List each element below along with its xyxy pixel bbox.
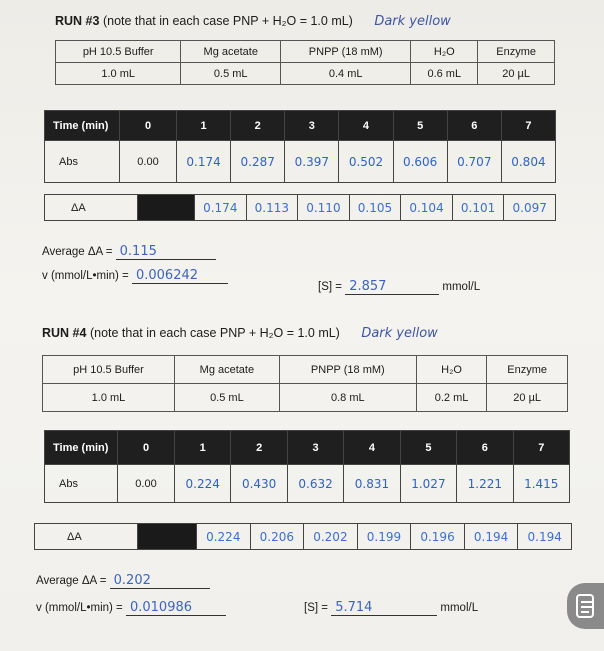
run3-title-bold: RUN #3 xyxy=(55,14,100,28)
abs-cell: 0.430 xyxy=(231,465,287,503)
reagent-header: H₂O xyxy=(416,356,487,384)
abs-cell: 0.632 xyxy=(287,465,343,503)
run4-reagent-value-row xyxy=(43,384,568,412)
time-cell: 7 xyxy=(501,111,555,141)
time-cell: 1 xyxy=(175,431,231,465)
delta-a-cell: 0.199 xyxy=(357,524,411,550)
run4-abs-row xyxy=(45,465,570,503)
run3-substrate-line xyxy=(318,279,480,295)
run3-reagent-value-row xyxy=(56,63,555,85)
velocity-label: v (mmol/L•min) = xyxy=(42,270,129,282)
run4-color-note: Dark yellow xyxy=(361,326,438,341)
run4-velocity-line xyxy=(36,600,226,616)
time-cell: 7 xyxy=(513,431,569,465)
notes-list-icon xyxy=(575,593,597,619)
abs-cell: 1.415 xyxy=(513,465,569,503)
delta-a-cell: 0.101 xyxy=(452,195,504,221)
delta-a-cell: 0.105 xyxy=(349,195,401,221)
velocity-label: v (mmol/L•min) = xyxy=(36,602,123,614)
reagent-value: 20 µL xyxy=(487,384,568,412)
average-value: 0.202 xyxy=(110,573,210,589)
time-cell: 5 xyxy=(393,111,447,141)
time-cell: 6 xyxy=(457,431,513,465)
time-cell: 2 xyxy=(231,431,287,465)
reagent-value: 0.8 mL xyxy=(279,384,416,412)
time-cell: 6 xyxy=(447,111,501,141)
time-cell: 5 xyxy=(400,431,456,465)
run4-title-bold: RUN #4 xyxy=(42,326,87,340)
average-label: Average ΔA = xyxy=(42,246,113,258)
delta-a-cell: 0.194 xyxy=(464,524,518,550)
abs-cell: 0.804 xyxy=(501,141,555,183)
time-cell: 2 xyxy=(231,111,285,141)
run4-delta-a-table xyxy=(34,523,572,550)
delta-a-label: ΔA xyxy=(35,524,138,550)
delta-a-cell: 0.110 xyxy=(298,195,350,221)
time-cell: 0 xyxy=(120,111,177,141)
abs-cell: 0.502 xyxy=(339,141,393,183)
delta-a-blank-cell xyxy=(138,524,197,550)
reagent-value: 1.0 mL xyxy=(43,384,175,412)
run3-velocity-line xyxy=(42,268,228,284)
run4-reagent-header-row xyxy=(43,356,568,384)
reagent-value: 0.2 mL xyxy=(416,384,487,412)
reagent-header: PNPP (18 mM) xyxy=(279,356,416,384)
run3-delta-a-row xyxy=(45,195,556,221)
substrate-label: [S] = xyxy=(318,281,342,293)
run3-time-row xyxy=(45,111,556,141)
delta-a-cell: 0.174 xyxy=(195,195,247,221)
delta-a-cell: 0.104 xyxy=(401,195,453,221)
time-label: Time (min) xyxy=(45,431,118,465)
abs-cell: 0.831 xyxy=(344,465,400,503)
time-cell: 1 xyxy=(177,111,231,141)
run4-time-row xyxy=(45,431,570,465)
notes-side-button[interactable] xyxy=(567,583,604,629)
abs-cell: 0.224 xyxy=(175,465,231,503)
run3-average-line xyxy=(42,244,216,260)
run4-absorbance-table xyxy=(44,430,570,503)
abs-label: Abs xyxy=(45,141,120,183)
abs-cell: 0.287 xyxy=(231,141,285,183)
reagent-header: Mg acetate xyxy=(181,41,281,63)
delta-a-cell: 0.202 xyxy=(304,524,358,550)
run4-title-note: (note that in each case PNP + H₂O = 1.0 mL) xyxy=(89,326,340,340)
run4-reagent-table xyxy=(42,355,568,412)
velocity-value: 0.010986 xyxy=(126,600,226,616)
average-label: Average ΔA = xyxy=(36,575,107,587)
run3-title-note: (note that in each case PNP + H₂O = 1.0 mL) xyxy=(102,14,353,28)
reagent-header: Enzyme xyxy=(478,41,555,63)
substrate-value: 5.714 xyxy=(331,600,437,616)
run3-title xyxy=(55,14,451,29)
run3-reagent-table xyxy=(55,40,555,85)
run3-absorbance-table xyxy=(44,110,556,183)
run4-section xyxy=(0,310,604,640)
abs-cell: 0.00 xyxy=(120,141,177,183)
substrate-unit: mmol/L xyxy=(440,602,479,614)
delta-a-cell: 0.194 xyxy=(518,524,572,550)
delta-a-cell: 0.206 xyxy=(250,524,304,550)
abs-cell: 0.707 xyxy=(447,141,501,183)
delta-a-label: ΔA xyxy=(45,195,138,221)
delta-a-cell: 0.196 xyxy=(411,524,465,550)
run3-abs-row xyxy=(45,141,556,183)
time-cell: 0 xyxy=(118,431,175,465)
time-cell: 4 xyxy=(339,111,393,141)
reagent-value: 20 µL xyxy=(478,63,555,85)
abs-label: Abs xyxy=(45,465,118,503)
reagent-header: Mg acetate xyxy=(174,356,279,384)
abs-cell: 0.174 xyxy=(177,141,231,183)
abs-cell: 1.027 xyxy=(400,465,456,503)
abs-cell: 0.606 xyxy=(393,141,447,183)
time-cell: 3 xyxy=(285,111,339,141)
reagent-value: 0.6 mL xyxy=(411,63,478,85)
run4-title xyxy=(42,326,438,341)
reagent-header: Enzyme xyxy=(487,356,568,384)
run4-substrate-line xyxy=(304,600,478,616)
reagent-header: pH 10.5 Buffer xyxy=(56,41,181,63)
delta-a-cell: 0.097 xyxy=(504,195,556,221)
time-cell: 3 xyxy=(287,431,343,465)
run4-average-line xyxy=(36,573,210,589)
delta-a-blank-cell xyxy=(138,195,195,221)
abs-cell: 1.221 xyxy=(457,465,513,503)
time-label: Time (min) xyxy=(45,111,120,141)
reagent-value: 0.5 mL xyxy=(174,384,279,412)
reagent-header: pH 10.5 Buffer xyxy=(43,356,175,384)
run3-color-note: Dark yellow xyxy=(374,14,451,29)
run3-section xyxy=(0,0,604,300)
velocity-value: 0.006242 xyxy=(132,268,228,284)
average-value: 0.115 xyxy=(116,244,216,260)
abs-cell: 0.00 xyxy=(118,465,175,503)
substrate-unit: mmol/L xyxy=(442,281,481,293)
time-cell: 4 xyxy=(344,431,400,465)
delta-a-cell: 0.224 xyxy=(197,524,251,550)
reagent-value: 0.4 mL xyxy=(281,63,411,85)
run3-delta-a-table xyxy=(44,194,556,221)
delta-a-cell: 0.113 xyxy=(246,195,298,221)
abs-cell: 0.397 xyxy=(285,141,339,183)
reagent-value: 0.5 mL xyxy=(181,63,281,85)
run4-delta-a-row xyxy=(35,524,572,550)
substrate-label: [S] = xyxy=(304,602,328,614)
reagent-header: H₂O xyxy=(411,41,478,63)
reagent-value: 1.0 mL xyxy=(56,63,181,85)
substrate-value: 2.857 xyxy=(345,279,439,295)
reagent-header: PNPP (18 mM) xyxy=(281,41,411,63)
run3-reagent-header-row xyxy=(56,41,555,63)
